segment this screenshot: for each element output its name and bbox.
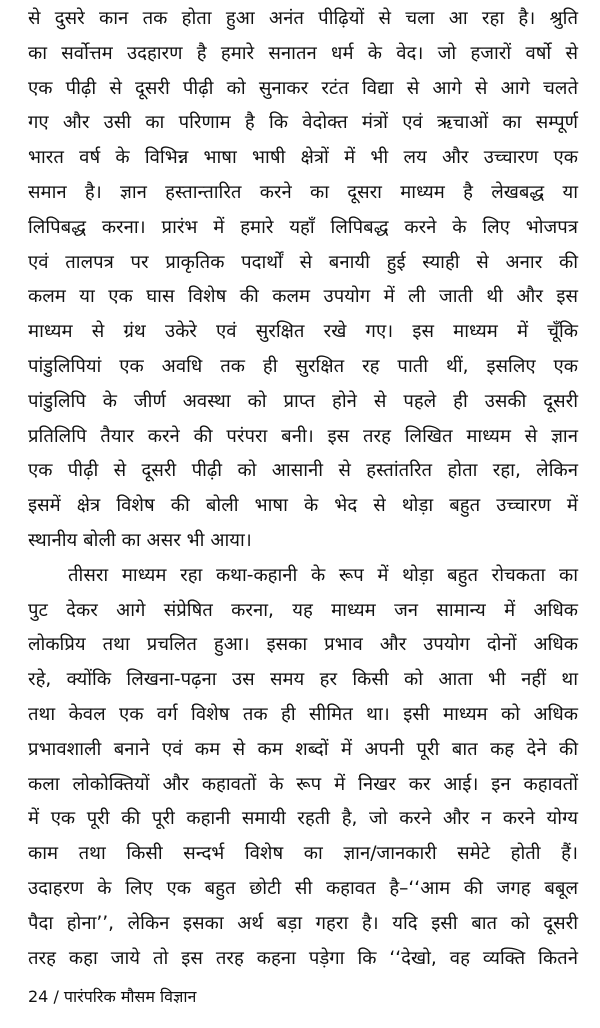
text-line: एवं तालपत्र पर प्राकृतिक पदार्थों से बनायी हुई स्याही से अनार की (28, 251, 578, 273)
text-line: इसमें क्षेत्र विशेष की बोली भाषा के भेद से थोड़ा बहुत उच्चारण में (28, 495, 578, 517)
text-line: एक पीढ़ी से दूसरी पीढ़ी को आसानी से हस्तांतरित होता रहा, लेकिन (28, 460, 578, 482)
text-line: काम तथा किसी सन्दर्भ विशेष का ज्ञान/जानकारी समेटे होती हैं। (28, 843, 578, 865)
text-line: का सर्वोत्तम उदहारण है हमारे सनातन धर्म के वेद। जो हजारों वर्षो से (28, 42, 578, 64)
text-line: गए और उसी का परिणाम है कि वेदोक्त मंत्रों एवं ऋचाओं का सम्पूर्ण (28, 112, 578, 134)
text-line: रहे, क्योंकि लिखना-पढ़ना उस समय हर किसी को आता भी नहीं था (28, 669, 578, 691)
text-line: लिपिबद्ध करना। प्रारंभ में हमारे यहाँ लिपिबद्ध करने के लिए भोजपत्र (28, 216, 578, 238)
text-line: तीसरा माध्यम रहा कथा-कहानी के रूप में थोड़ा बहुत रोचकता का (68, 564, 578, 586)
text-line: पांडुलिपियां एक अवधि तक ही सुरक्षित रह पाती थीं, इसलिए एक (28, 355, 578, 377)
text-line: पांडुलिपि के जीर्ण अवस्था को प्राप्त होने से पहले ही उसकी दूसरी (28, 390, 578, 412)
page-footer: 24 / पारंपरिक मौसम विज्ञान (28, 987, 197, 1006)
text-line: प्रभावशाली बनाने एवं कम से कम शब्दों में अपनी पूरी बात कह देने की (28, 738, 578, 760)
text-line: पैदा होना’’, लेकिन इसका अर्थ बड़ा गहरा है। यदि इसी बात को दूसरी (28, 912, 578, 934)
page-body (28, 2, 578, 976)
text-line: लोकप्रिय तथा प्रचलित हुआ। इसका प्रभाव और उपयोग दोनों अधिक (28, 634, 578, 656)
text-line: प्रतिलिपि तैयार करने की परंपरा बनी। इस तरह लिखित माध्यम से ज्ञान (28, 425, 578, 447)
text-line: कला लोकोक्तियों और कहावतों के रूप में निखर कर आई। इन कहावतों (28, 773, 578, 795)
text-line: कलम या एक घास विशेष की कलम उपयोग में ली जाती थी और इस (28, 286, 578, 308)
text-line: स्थानीय बोली का असर भी आया। (28, 529, 252, 551)
text-line: माध्यम से ग्रंथ उकेरे एवं सुरक्षित रखे गए। इस माध्यम में चूँकि (28, 321, 578, 343)
text-line: भारत वर्ष के विभिन्न भाषा भाषी क्षेत्रों में भी लय और उच्चारण एक (28, 147, 578, 169)
paragraph (28, 2, 578, 559)
text-line: में एक पूरी की पूरी कहानी समायी रहती है, जो करने और न करने योग्य (28, 808, 578, 830)
text-line: उदाहरण के लिए एक बहुत छोटी सी कहावत है–‘‘आम की जगह बबूल (28, 877, 578, 899)
text-line: तरह कहा जाये तो इस तरह कहना पड़ेगा कि ‘‘देखो, वह व्यक्ति कितने (28, 947, 578, 969)
text-line: तथा केवल एक वर्ग विशेष तक ही सीमित था। इसी माध्यम को अधिक (28, 703, 578, 725)
text-line: एक पीढ़ी से दूसरी पीढ़ी को सुनाकर रटंत विद्या से आगे से आगे चलते (28, 77, 578, 99)
paragraph (28, 559, 578, 977)
text-line: पुट देकर आगे संप्रेषित करना, यह माध्यम जन सामान्य में अधिक (28, 599, 578, 621)
text-line: से दुसरे कान तक होता हुआ अनंत पीढ़ियों से चला आ रहा है। श्रुति (28, 8, 578, 29)
text-line: समान है। ज्ञान हस्तान्तारित करने का दूसरा माध्यम है लेखबद्ध या (28, 181, 578, 203)
